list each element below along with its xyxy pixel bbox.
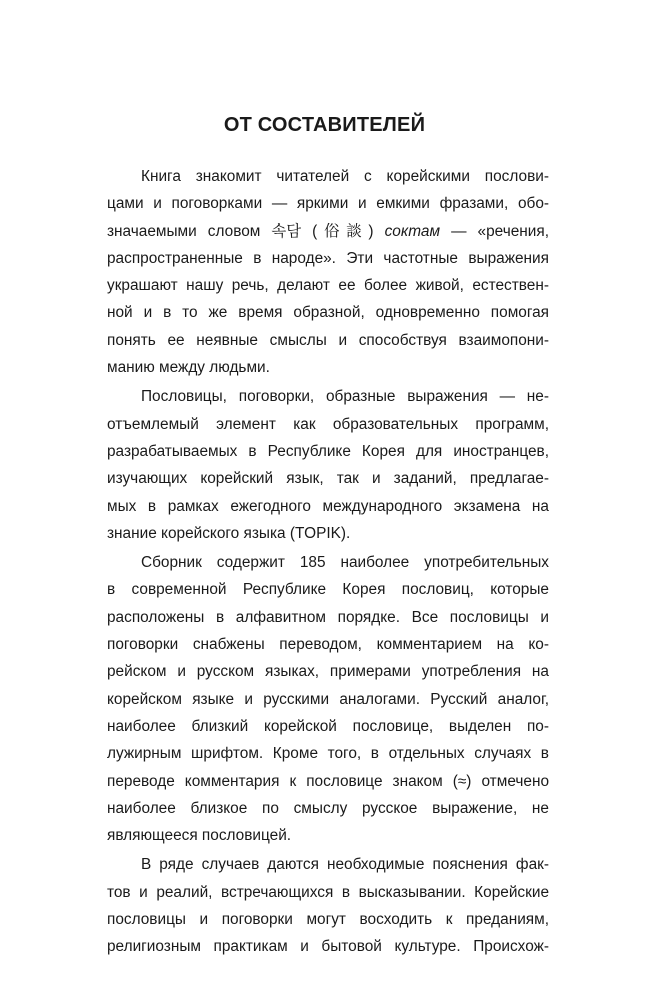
- page-title: ОТ СОСТАВИТЕЛЕЙ: [223, 114, 426, 136]
- body-text: [107, 163, 549, 961]
- text-line: изучающих корейский язык, так и заданий, предлагае-: [107, 470, 549, 488]
- italic-term: соктам: [384, 222, 441, 240]
- text-line: расположены в алфавитном порядке. Все пословицы и: [107, 608, 549, 626]
- text-line: знание корейского языка (TOPIK).: [107, 524, 351, 542]
- text-line: наиболее близкий корейской пословице, выделен по-: [107, 717, 549, 735]
- text-line: Книга знакомит читателей с корейскими послови-: [141, 168, 549, 185]
- text-line: разрабатываемых в Республике Корея для иностранцев,: [107, 442, 549, 460]
- text-line: корейском языке и русскими аналогами. Русский аналог,: [107, 690, 549, 708]
- text-line: отъемлемый элемент как образовательных программ,: [107, 415, 549, 433]
- text-line: ной и в то же время образной, одновременно помогая: [107, 304, 549, 322]
- text-line: переводе комментария к пословице знаком (≈) отмечено: [107, 772, 549, 790]
- text-line: [107, 218, 549, 245]
- text-line: религиозным практикам и бытовой культуре. Происхож-: [107, 938, 549, 956]
- text-line: мых в рамках ежегодного международного экзамена на: [107, 497, 549, 515]
- text-line: тов и реалий, встречающихся в высказывании. Корейские: [107, 883, 549, 901]
- text-run: значаемыми словом 속담 (俗談): [107, 222, 385, 240]
- text-line: Сборник содержит 185 наиболее употребительных: [141, 554, 549, 572]
- text-line: украшают нашу речь, делают ее более живой, естествен-: [107, 277, 549, 295]
- text-line: Пословицы, поговорки, образные выражения — не-: [141, 388, 549, 406]
- text-line: распространенные в народе». Эти частотные выражения: [107, 249, 549, 267]
- text-line: понять ее неявные смыслы и способствуя взаимопони-: [107, 331, 549, 349]
- text-line: цами и поговорками — яркими и емкими фразами, обо-: [107, 195, 549, 213]
- text-run: — «речения,: [440, 222, 549, 240]
- text-line: В ряде случаев даются необходимые пояснения фак-: [141, 856, 549, 874]
- text-line: наиболее близкое по смыслу русское выражение, не: [107, 799, 549, 817]
- text-line: в современной Республике Корея пословиц, которые: [107, 581, 549, 599]
- text-line: рейском и русском языках, примерами употребления на: [107, 663, 549, 681]
- text-line: являющееся пословицей.: [107, 827, 292, 845]
- text-line: пословицы и поговорки могут восходить к преданиям,: [107, 911, 549, 929]
- text-line: манию между людьми.: [107, 359, 270, 377]
- text-line: поговорки снабжены переводом, комментарием на ко-: [107, 636, 549, 654]
- text-line: лужирным шрифтом. Кроме того, в отдельных случаях в: [107, 745, 549, 763]
